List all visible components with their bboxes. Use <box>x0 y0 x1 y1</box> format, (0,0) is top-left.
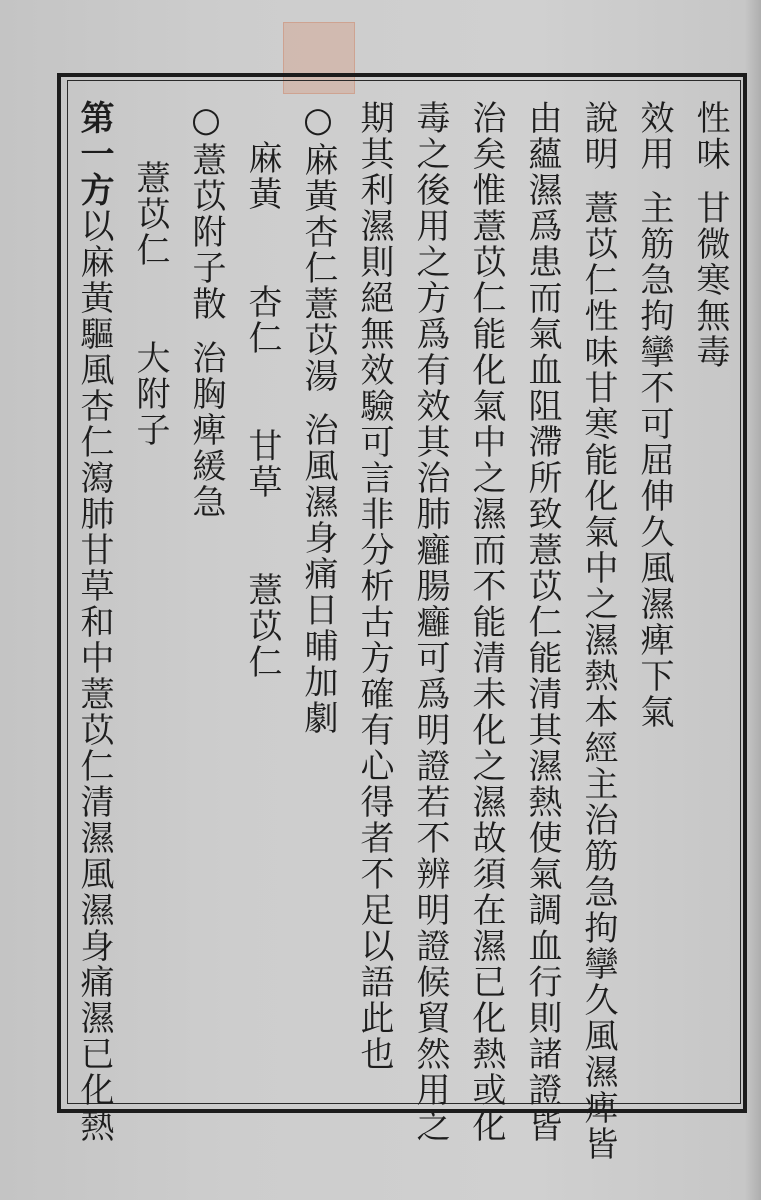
formula-indication: 治風濕身痛日晡加劇 <box>298 412 338 736</box>
column-heading: 效用 <box>634 100 674 172</box>
text-column-5 <box>458 100 514 1144</box>
spine-shadow <box>745 0 761 1200</box>
text-column-7 <box>346 100 402 1090</box>
text-column-1 <box>682 100 738 1090</box>
vertical-text-body <box>70 100 738 1162</box>
text-column-6 <box>402 100 458 1144</box>
text-column-4 <box>514 100 570 1144</box>
column-text: 治矣惟薏苡仁能化氣中之濕而不能清未化之濕故須在濕已化熱或化 <box>466 100 506 1144</box>
formula-ingredients: 麻黃 杏仁 甘草 薏苡仁 <box>242 140 282 680</box>
section-heading: 第一方 <box>74 100 114 208</box>
text-column-8 <box>290 100 346 1090</box>
text-column-12 <box>66 100 122 1144</box>
column-text: 主筋急拘攣不可屈伸久風濕痺下氣 <box>634 190 674 730</box>
column-text: 毒之後用之方爲有效其治肺癰腸癰可爲明證若不辨明證候貿然用之 <box>410 100 450 1144</box>
formula-indication: 治胸痺緩急 <box>186 340 226 520</box>
column-text: 期其利濕則絕無效驗可言非分析古方確有心得者不足以語此也 <box>354 100 394 1072</box>
text-column-3 <box>570 100 626 1162</box>
formula-ingredients: 薏苡仁 大附子 <box>130 160 170 448</box>
column-text: 甘微寒無毒 <box>690 190 730 370</box>
column-heading: 性味 <box>690 100 730 172</box>
column-heading: 說明 <box>578 100 618 172</box>
text-column-10 <box>178 100 234 1090</box>
formula-title: ○麻黃杏仁薏苡湯 <box>298 100 338 394</box>
text-column-11 <box>122 100 178 1090</box>
column-text: 由蘊濕爲患而氣血阻滯所致薏苡仁能清其濕熱使氣調血行則諸證皆 <box>522 100 562 1144</box>
formula-title: ○薏苡附子散 <box>186 100 226 322</box>
column-text: 以麻黃驅風杏仁瀉肺甘草和中薏苡仁清濕風濕身痛濕已化熱 <box>74 208 114 1144</box>
text-column-9 <box>234 100 290 1090</box>
column-text: 薏苡仁性味甘寒能化氣中之濕熱本經主治筋急拘攣久風濕痺皆 <box>578 190 618 1162</box>
text-column-2 <box>626 100 682 1090</box>
